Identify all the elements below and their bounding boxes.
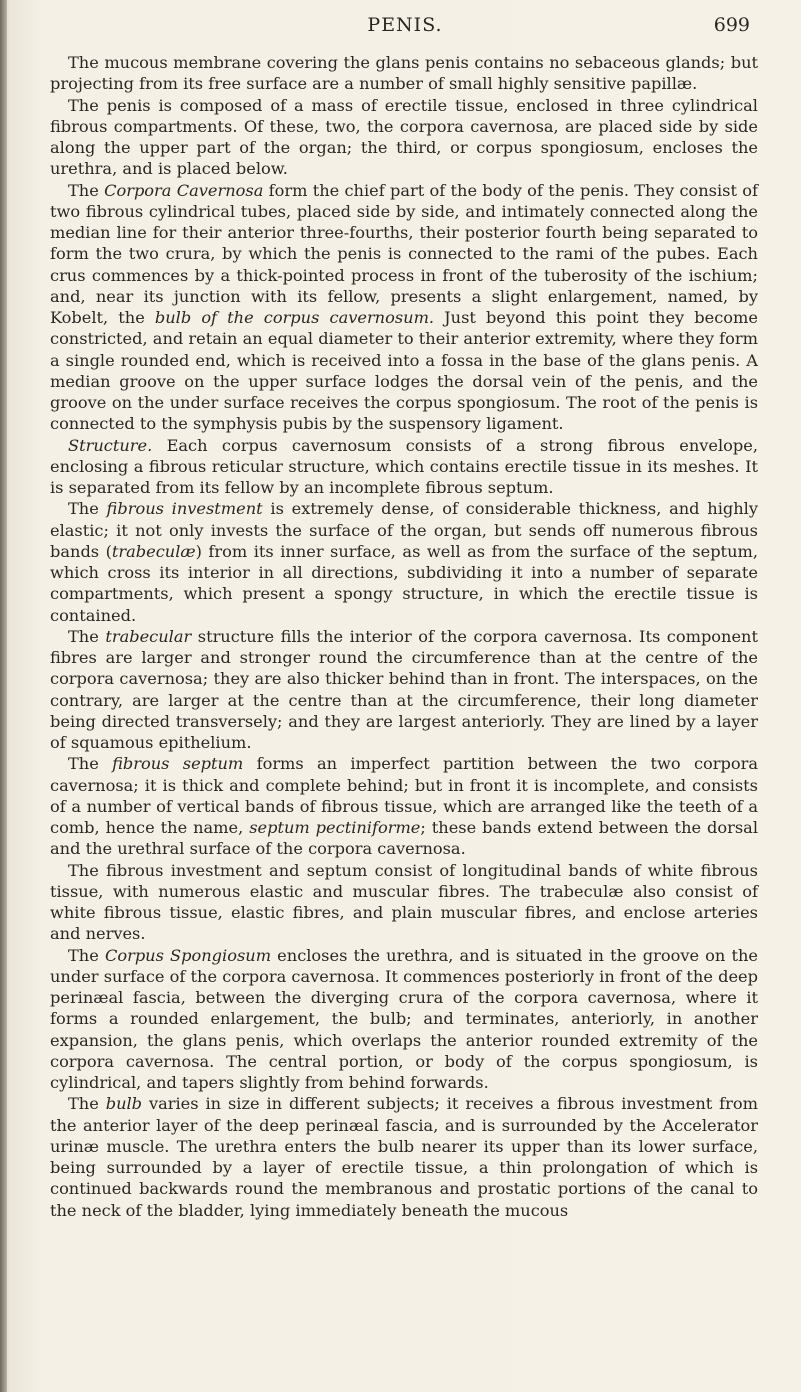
paragraph (50, 435, 758, 499)
paragraph (50, 945, 758, 1094)
running-title: PENIS. (367, 14, 443, 36)
text-run: The (68, 754, 113, 774)
text-run: The (68, 1094, 106, 1114)
text-run: The (68, 180, 105, 200)
italic-term: trabecular (105, 626, 192, 646)
page-number: 699 (713, 14, 750, 36)
italic-term: bulb of the corpus cavernosum. (154, 308, 435, 327)
paragraph (50, 753, 758, 859)
paragraph (50, 95, 758, 180)
paragraph (50, 498, 758, 626)
text-run: The (68, 626, 106, 646)
text-run: Just beyond this point they become constricted, and retain an equal diameter to their anterior extremity, where they form a single rounded end, which is received into a fossa in the base of the glans penis. A median groove on the upper surface lodges the dorsal vein of the penis, and the groove on the under surface receives the corpus spongiosum. The root of the penis is connected to the symphysis pubis by the suspensory ligament. (50, 308, 758, 434)
body-text (50, 52, 758, 1221)
text-run: The penis is composed of a mass of erectile tissue, enclosed in three cylindrical fibrous compartments. Of these, two, the corpora cavernosa, are placed side by side along the upper part of the organ; the third, or corpus spongiosum, encloses the urethra, and is placed below. (50, 95, 758, 179)
text-run: Each corpus cavernosum consists of a strong fibrous envelope, enclosing a fibrous reticular structure, which contains erectile tissue in its meshes. It is separated from its fellow by an incomplete fibrous septum. (50, 435, 758, 497)
text-run: The fibrous investment and septum consist of longitudinal bands of white fibrous tissue, with numerous elastic and muscular fibres. The trabeculæ also consist of white fibrous tissue, elastic fibres, and plain muscular fibres, and enclose arteries and nerves. (50, 860, 758, 944)
italic-term: fibrous investment (106, 499, 263, 519)
text-run: The (68, 499, 107, 519)
text-run: The (68, 945, 105, 965)
italic-term: Corpora Cavernosa (104, 180, 264, 200)
text-run: encloses the urethra, and is situated in the groove on the under surface of the corpora cavernosa. It commences posteriorly in front of the deep perinæal fascia, between the diverging crura of the corpora cavernosa, where it forms a rounded enlargement, the bulb; and terminates, anteriorly, in another expansion, the glans penis, which overlaps the anterior rounded extremity of the corpora cavernosa. The central portion, or body of the corpus spongiosum, is cylindrical, and tapers slightly from behind forwards. (50, 945, 758, 1092)
italic-term: Structure. (68, 435, 153, 455)
text-run: forms an imperfect partition between the two corpora cavernosa; it is thick and complete behind; but in front it is incomplete, and consists of a number of vertical bands of fibrous tissue, which are arranged like the teeth of a comb, hence the name, (50, 754, 758, 837)
paragraph (50, 52, 758, 95)
italic-term: septum pectiniforme (249, 818, 421, 837)
italic-term: fibrous septum (112, 754, 244, 774)
paragraph (50, 626, 758, 754)
text-run: varies in size in different subjects; it receives a fibrous investment from the anterior layer of the deep perinæal fascia, and is surrounded by the Accelerator urinæ muscle. The urethra enters the bulb nearer its upper than its lower surface, being surrounded by a layer of erectile tissue, a thin prolongation of which is continued backwards round the membranous and prostatic portions of the canal to the neck of the bladder, lying immediately beneath the mucous (50, 1094, 758, 1220)
text-run: ) from its inner surface, as well as from the surface of the septum, which cross its interior in all directions, subdividing it into a number of separate compartments, which present a spongy structure, in which the erectile tissue is contained. (50, 541, 758, 625)
text-run: structure fills the interior of the corpora cavernosa. Its component fibres are larger and stronger round the circumference than at the centre of the corpora cavernosa; they are also thicker behind than in front. The interspaces, on the contrary, are larger at the centre than at the circumference, their long diameter being directed transversely; and they are largest anteriorly. They are lined by a layer of squamous epithelium. (50, 626, 758, 752)
paragraph (50, 860, 758, 945)
text-run: is extremely dense, of considerable thickness, and highly elastic; it not only invests the surface of the organ, but sends off numerous fibrous bands ( (50, 499, 758, 561)
text-run: The mucous membrane covering the glans penis contains no sebaceous glands; but projecting from its free surface are a number of small highly sensitive papillæ. (50, 53, 758, 94)
text-run: ; these bands extend between the dorsal and the urethral surface of the corpora cavernosa. (50, 818, 758, 859)
italic-term: bulb (105, 1094, 143, 1114)
text-run: form the chief part of the body of the penis. They consist of two fibrous cylindrical tubes, placed side by side, and intimately connected along the median line for their anterior three-fourths, their posterior fourth being separated to form the two crura, by which the penis is connected to the rami of the pubes. Each crus commences by a thick-pointed process in front of the tuberosity of the ischium; and, near its junction with its fellow, presents a slight enlargement, named, by Kobelt, the (50, 180, 758, 327)
italic-term: trabeculæ (111, 541, 196, 561)
italic-term: Corpus Spongiosum (104, 945, 272, 965)
page-header (60, 10, 750, 40)
paragraph (50, 180, 758, 435)
paragraph (50, 1093, 758, 1221)
page-binding-edge (0, 0, 7, 1392)
